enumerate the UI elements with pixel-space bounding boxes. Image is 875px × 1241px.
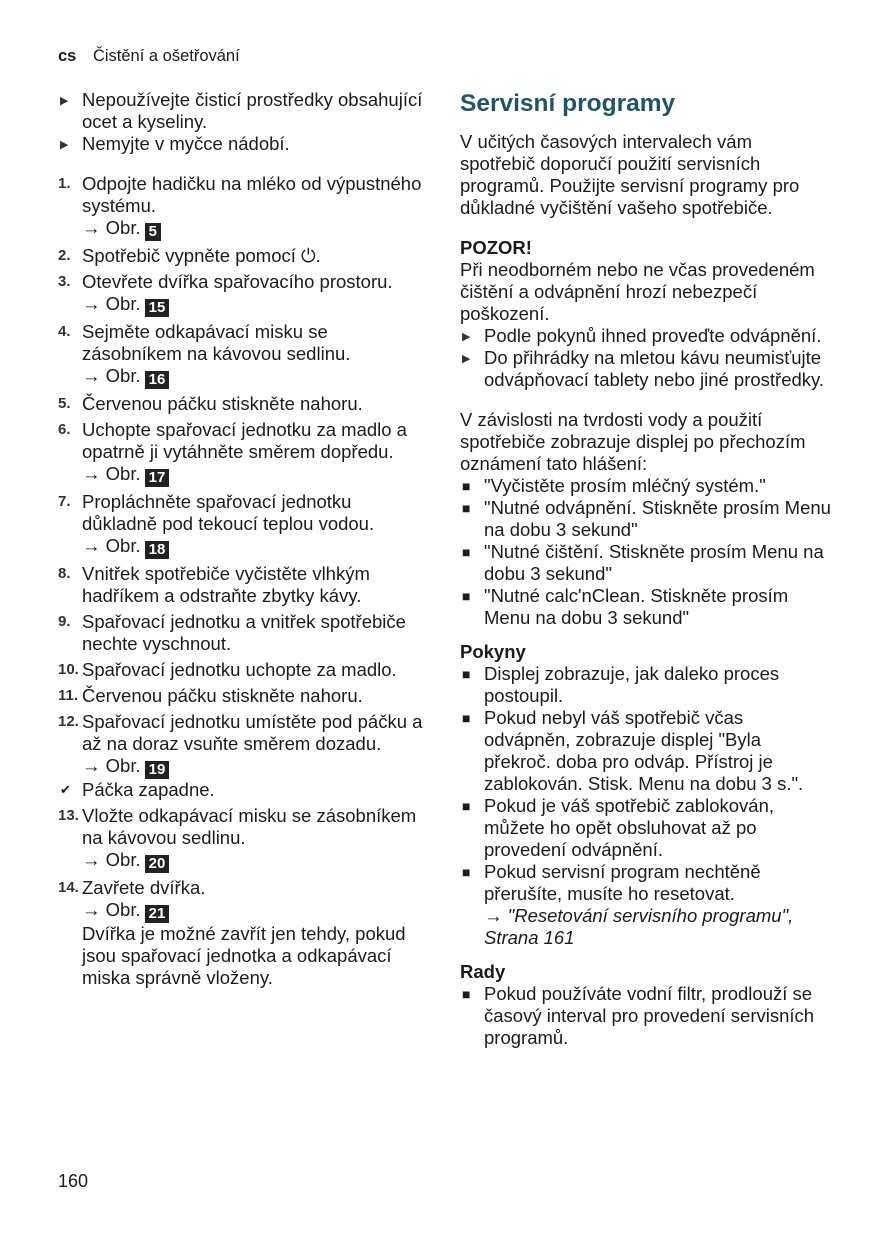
step-item (58, 271, 423, 317)
note-item (460, 663, 832, 707)
bullet-text: Do přihrádky na mletou kávu neumisťujte odvápňovací tablety nebo jiné prostředky. (484, 347, 825, 390)
square-bullet-icon: ■ (462, 710, 471, 726)
step-item (58, 321, 423, 389)
step-result-text: Páčka zapadne. (82, 779, 215, 800)
step-item (58, 419, 423, 487)
note-text: Displej zobrazuje, jak daleko proces postoupil. (484, 663, 780, 706)
step-item (58, 659, 423, 681)
bullet-text: Podle pokynů ihned proveďte odvápnění. (484, 325, 822, 346)
step-number: 5. (58, 395, 71, 412)
page-number: 160 (58, 1171, 89, 1191)
step-number: 11. (58, 687, 79, 704)
warning-bullet (460, 347, 832, 391)
square-bullet-icon: ■ (462, 500, 471, 516)
step-result (58, 779, 423, 801)
figure-reference[interactable] (82, 849, 423, 873)
figure-reference-prefix: → Obr. (82, 293, 141, 314)
note-text: Pokud servisní program nechtěně přerušíte, musíte ho resetovat. (484, 861, 761, 904)
step-number: 12. (58, 713, 79, 730)
message-item (460, 475, 832, 497)
step-text: Propláchněte spařovací jednotku důkladně pod tekoucí teplou vodou. (82, 491, 375, 534)
tips-heading: Rady (460, 961, 506, 982)
step-note: Dvířka je možné zavřít jen tehdy, pokud jsou spařovací jednotka a odkapávací miska správně vloženy. (82, 923, 406, 988)
language-code: cs (58, 47, 77, 65)
step-number: 3. (58, 273, 71, 290)
step-text: Spařovací jednotku umístěte pod páčku a až na doraz vsuňte směrem dozadu. (82, 711, 423, 754)
figure-reference[interactable] (82, 899, 423, 923)
step-text: Spařovací jednotku uchopte za madlo. (82, 659, 397, 680)
step-text: Uchopte spařovací jednotku za madlo a opatrně ji vytáhněte směrem dopředu. (82, 419, 407, 462)
step-item (58, 173, 423, 241)
figure-number-badge: 5 (145, 223, 161, 241)
step-item (58, 491, 423, 559)
tip-text: Pokud používáte vodní filtr, prodlouží se časový interval pro provedení servisních programů. (484, 983, 815, 1048)
bullet-text: Nemyjte v myčce nádobí. (82, 133, 290, 154)
figure-number-badge: 21 (145, 905, 170, 923)
message-text: "Nutné odvápnění. Stiskněte prosím Menu na dobu 3 sekund" (484, 497, 831, 540)
step-number: 8. (58, 565, 71, 582)
step-text: Vnitřek spotřebiče vyčistěte vlhkým hadříkem a odstraňte zbytky kávy. (82, 563, 370, 606)
step-number: 1. (58, 175, 71, 192)
warning-text: Při neodborném nebo ne včas provedeném čištění a odvápnění hrozí nebezpečí poškození. (460, 259, 815, 324)
step-text: Odpojte hadičku na mléko od výpustného systému. (82, 173, 422, 216)
tip-item (460, 983, 832, 1049)
figure-number-badge: 17 (145, 469, 170, 487)
note-text: Pokud je váš spotřebič zablokován, můžete ho opět obsluhovat až po provedení odvápnění. (484, 795, 775, 860)
step-number: 9. (58, 613, 71, 630)
warning-heading: POZOR! (460, 237, 532, 258)
reset-program-link[interactable]: → "Resetování servisního programu", Strana 161 (484, 905, 794, 948)
step-number: 10. (58, 661, 79, 678)
figure-reference[interactable] (82, 535, 423, 559)
checkmark-icon: ✔ (60, 782, 71, 797)
message-text: "Nutné čištění. Stiskněte prosím Menu na dobu 3 sekund" (484, 541, 824, 584)
step-number: 2. (58, 247, 71, 264)
step-text: Otevřete dvířka spařovacího prostoru. (82, 271, 393, 292)
step-number: 7. (58, 493, 71, 510)
message-item (460, 585, 832, 629)
triangle-bullet-icon: ▶ (462, 353, 471, 365)
right-column (460, 89, 832, 1049)
notes-heading: Pokyny (460, 641, 526, 662)
step-text: Spařovací jednotku a vnitřek spotřebiče nechte vyschnout. (82, 611, 406, 654)
step-item (58, 245, 423, 267)
square-bullet-icon: ■ (462, 798, 471, 814)
step-text: Spotřebič vypněte pomocí ⏻. (82, 245, 321, 266)
step-item (58, 611, 423, 655)
message-text: "Nutné calc'nClean. Stiskněte prosím Menu na dobu 3 sekund" (484, 585, 789, 628)
square-bullet-icon: ■ (462, 986, 471, 1002)
figure-reference[interactable] (82, 755, 423, 779)
figure-reference[interactable] (82, 217, 423, 241)
square-bullet-icon: ■ (462, 478, 471, 494)
step-item (58, 563, 423, 607)
step-list (58, 173, 423, 989)
message-item (460, 541, 832, 585)
step-item (58, 711, 423, 779)
step-text: Červenou páčku stiskněte nahoru. (82, 685, 363, 706)
square-bullet-icon: ■ (462, 864, 471, 880)
warning-bullet (460, 325, 832, 347)
figure-number-badge: 20 (145, 855, 170, 873)
square-bullet-icon: ■ (462, 588, 471, 604)
figure-number-badge: 19 (145, 761, 170, 779)
triangle-bullet-icon: ▶ (60, 139, 69, 151)
step-item (58, 877, 423, 989)
step-text: Zavřete dvířka. (82, 877, 206, 898)
step-text: Červenou páčku stiskněte nahoru. (82, 393, 363, 414)
step-text: Vložte odkapávací misku se zásobníkem na kávovou sedlinu. (82, 805, 417, 848)
figure-number-badge: 15 (145, 299, 170, 317)
left-column (58, 89, 423, 989)
figure-number-badge: 16 (145, 371, 170, 389)
figure-reference[interactable] (82, 293, 423, 317)
figure-reference-prefix: → Obr. (82, 899, 141, 920)
figure-reference-prefix: → Obr. (82, 217, 141, 238)
caution-bullet (58, 89, 423, 133)
figure-reference[interactable] (82, 463, 423, 487)
step-number: 14. (58, 879, 79, 896)
section-title: Čistění a ošetřování (92, 47, 240, 65)
bullet-text: Nepoužívejte čisticí prostředky obsahující ocet a kyseliny. (82, 89, 423, 132)
note-text: Pokud nebyl váš spotřebič včas odvápněn, zobrazuje displej "Byla překroč. doba pro odváp. Přístroj je zablokován. Stisk. Menu na dobu 3 s.". (484, 707, 804, 794)
step-item (58, 805, 423, 873)
triangle-bullet-icon: ▶ (60, 95, 69, 107)
square-bullet-icon: ■ (462, 544, 471, 560)
intro-paragraph: V učitých časových intervalech vám spotřebič doporučí použití servisních programů. Použijte servisní programy pro důkladné vyčištění vašeho spotřebiče. (460, 131, 800, 218)
note-item (460, 861, 832, 949)
figure-number-badge: 18 (145, 541, 170, 559)
step-item (58, 393, 423, 415)
figure-reference-prefix: → Obr. (82, 365, 141, 386)
section-heading: Servisní programy (460, 90, 676, 117)
figure-reference[interactable] (82, 365, 423, 389)
step-number: 4. (58, 323, 71, 340)
caution-bullet (58, 133, 423, 155)
message-text: "Vyčistěte prosím mléčný systém." (484, 475, 766, 496)
square-bullet-icon: ■ (462, 666, 471, 682)
note-item (460, 795, 832, 861)
step-number: 13. (58, 807, 79, 824)
display-intro: V závislosti na tvrdosti vody a použití spotřebiče zobrazuje displej po přechozím oznámení tato hlášení: (460, 409, 806, 474)
figure-reference-prefix: → Obr. (82, 463, 141, 484)
figure-reference-prefix: → Obr. (82, 755, 141, 776)
triangle-bullet-icon: ▶ (462, 331, 471, 343)
step-item (58, 685, 423, 707)
page-header (58, 47, 240, 66)
step-number: 6. (58, 421, 71, 438)
figure-reference-prefix: → Obr. (82, 535, 141, 556)
step-text: Sejměte odkapávací misku se zásobníkem na kávovou sedlinu. (82, 321, 351, 364)
figure-reference-prefix: → Obr. (82, 849, 141, 870)
message-item (460, 497, 832, 541)
note-item (460, 707, 832, 795)
